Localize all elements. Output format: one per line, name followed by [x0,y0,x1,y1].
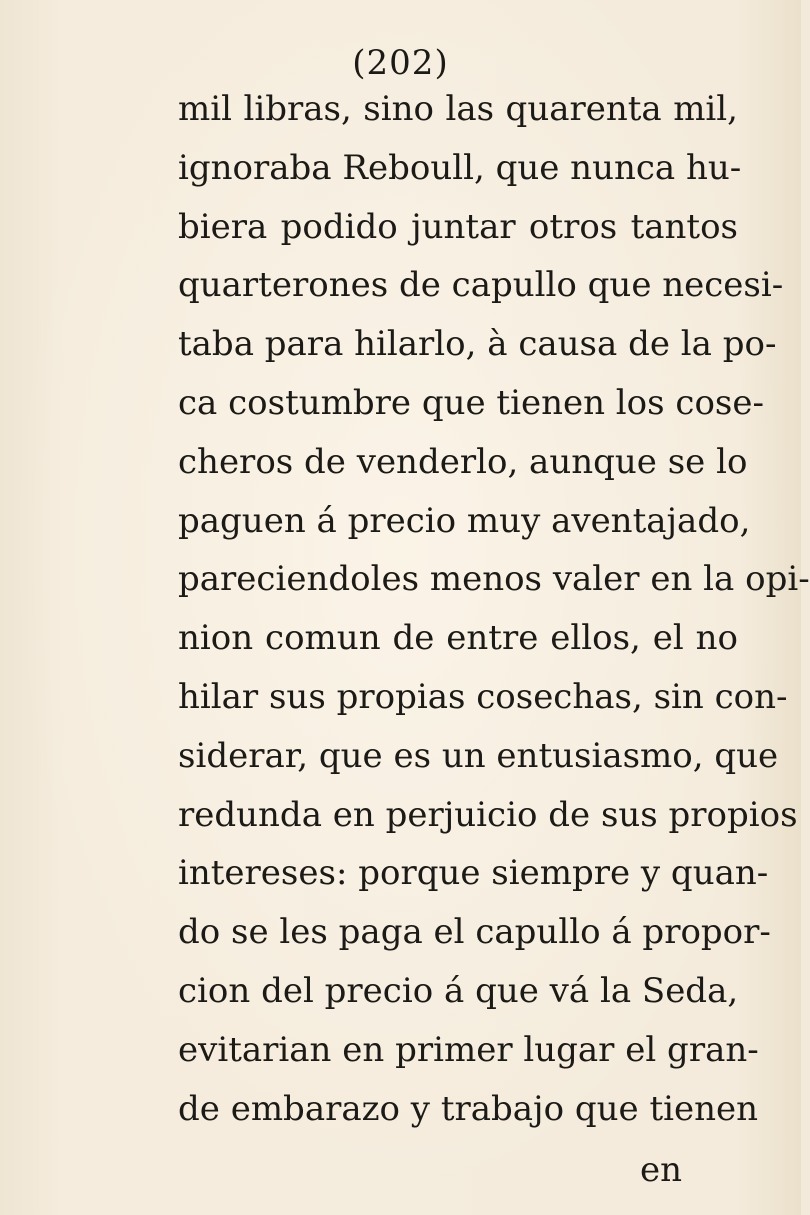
body-text [178,80,810,1138]
text-line: paguen á precio muy aventajado, [178,500,751,541]
text-line: redunda en perjuicio de sus propios [178,794,798,835]
text-line: intereses: porque siempre y quan- [178,853,769,894]
text-line: nion comun de entre ellos, el no [178,618,738,659]
text-line: hilar sus propias cosechas, sin con- [178,676,788,717]
text-line: siderar, que es un entusiasmo, que [178,735,779,776]
text-line: evitarian en primer lugar el gran- [178,1029,759,1070]
text-line: biera podido juntar otros tantos [178,206,738,247]
catchword: en [640,1150,683,1190]
page-number: (202) [352,43,449,83]
text-line: cheros de venderlo, aunque se lo [178,441,748,482]
text-line: ca costumbre que tienen los cose- [178,382,764,423]
text-line: taba para hilarlo, à causa de la po- [178,324,777,365]
text-line: pareciendoles menos valer en la opi- [178,559,810,600]
text-line: ignoraba Reboull, que nunca hu- [178,147,742,188]
text-line: do se les paga el capullo á propor- [178,912,771,953]
text-line: quarterones de capullo que necesi- [178,265,784,306]
text-line: mil libras, sino las quarenta mil, [178,89,738,129]
text-line: cion del precio á que vá la Seda, [178,970,739,1011]
text-line: de embarazo y trabajo que tienen [178,1088,759,1129]
